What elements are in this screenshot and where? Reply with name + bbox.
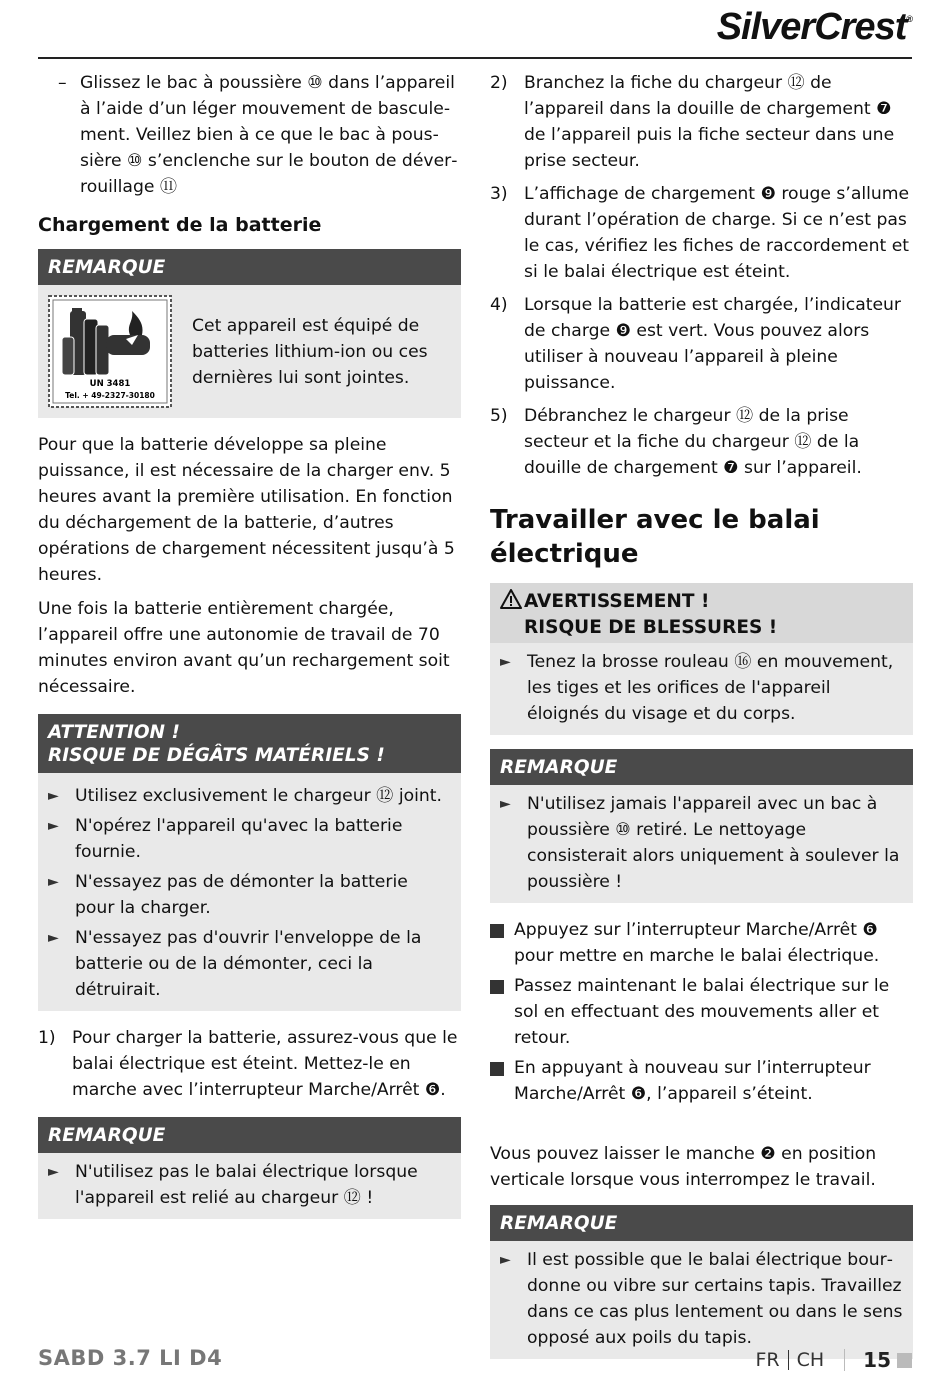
- brand-logo: SilverCrest®: [716, 6, 912, 48]
- note-box: [490, 1205, 913, 1359]
- triangle-bullet-icon: ►: [48, 788, 59, 804]
- page-info: [755, 1348, 912, 1372]
- attention-box: [38, 714, 461, 1011]
- language-ch: CH: [796, 1349, 825, 1371]
- battery-label-image: [48, 295, 172, 408]
- square-bullet-icon: [490, 917, 514, 969]
- section-title: Travailler avec le balai électrique: [490, 505, 820, 569]
- triangle-bullet-icon: ►: [500, 796, 511, 812]
- triangle-bullet-icon: ►: [48, 874, 59, 890]
- note-header: REMARQUE: [490, 749, 913, 785]
- square-bullet-icon: [490, 1055, 514, 1107]
- note-box: [490, 749, 913, 903]
- left-column: [38, 70, 461, 1233]
- triangle-bullet-icon: ►: [500, 654, 511, 670]
- svg-text:UN 3481: UN 3481: [89, 379, 131, 389]
- list-item-text: Glissez le bac à poussière ⑩ dans l’appareil à l’aide d’un léger mouvement de basculement. Veillez bien à ce que le bac à poussière ⑩ s’enclenche sur le bouton de déverrouillage ⑪: [80, 73, 458, 197]
- paragraph: Pour que la batterie développe sa pleine puissance, il est nécessaire de la charger env. 5 heures avant la première utilisation. En fonction du déchargement de la batterie, d’autres opérations de chargement nécessitent jusqu’à 5 heures.: [38, 435, 455, 585]
- triangle-bullet-icon: ►: [48, 818, 59, 834]
- warning-triangle-icon: [500, 589, 524, 641]
- list-item: ► Utilisez exclusivement le chargeur ⑫ joint.: [48, 783, 451, 809]
- note-box: [38, 249, 461, 418]
- divider: [788, 1350, 789, 1370]
- numbered-step: 4) Lorsque la batterie est chargée, l’indicateur de charge ❾ est vert. Vous pouvez alors utiliser à nouveau l’appareil à pleine puissance.: [490, 295, 901, 393]
- triangle-bullet-icon: ►: [48, 1164, 59, 1180]
- svg-text:Tel. + 49-2327-30180: Tel. + 49-2327-30180: [65, 391, 155, 400]
- list-item: ► Tenez la brosse rouleau ⑯ en mouvement, les tiges et les orifices de l'appareil éloignés du visage et du corps.: [500, 649, 903, 727]
- warning-box: [490, 583, 913, 735]
- note-box: [38, 1117, 461, 1219]
- numbered-step: 1) Pour charger la batterie, assurez-vous que le balai électrique est éteint. Mettez-le en marche avec l’interrupteur Marche/Arrêt ❻.: [38, 1028, 458, 1100]
- numbered-step: 3) L’affichage de chargement ❾ rouge s’allume durant l’opération de charge. Si ce n’est pas le cas, vérifiez les fiches de raccordement et si le balai électrique est éteint.: [490, 184, 910, 282]
- list-item: En appuyant à nouveau sur l’interrupteur Marche/Arrêt ❻, l’appareil s’éteint.: [490, 1055, 913, 1107]
- list-item: Passez maintenant le balai électrique sur le sol en effectuant des mouvements aller et retour.: [490, 973, 913, 1051]
- attention-header: ATTENTION ! RISQUE DE DÉGÂTS MATÉRIELS !: [38, 714, 461, 773]
- note-text: Cet appareil est équipé de batteries lithium-ion ou ces dernières lui sont jointes.: [192, 316, 428, 388]
- note-header: REMARQUE: [38, 1117, 461, 1153]
- list-item: Appuyez sur l’interrupteur Marche/Arrêt ❻ pour mettre en marche le balai électrique.: [490, 917, 913, 969]
- list-item: ► N'essayez pas d'ouvrir l'enveloppe de la batterie ou de la démonter, ceci la détruirait.: [48, 925, 451, 1003]
- paragraph: Une fois la batterie entièrement chargée, l’appareil offre une autonomie de travail de 70 minutes environ avant qu’un rechargement soit nécessaire.: [38, 599, 450, 697]
- triangle-bullet-icon: ►: [500, 1252, 511, 1268]
- divider: [844, 1349, 845, 1371]
- list-item: ► N'utilisez jamais l'appareil avec un bac à poussière ⑩ retiré. Le nettoyage consisterait alors uniquement à soulever la poussière !: [500, 791, 903, 895]
- paragraph: Vous pouvez laisser le manche ❷ en position verticale lorsque vous interrompez le travail.: [490, 1144, 877, 1190]
- header-rule: [38, 57, 912, 59]
- dash-marker: –: [58, 73, 67, 93]
- page-number: 15: [863, 1348, 891, 1372]
- footer: [38, 1346, 912, 1376]
- list-item: ► N'essayez pas de démonter la batterie pour la charger.: [48, 869, 451, 921]
- list-item: ► N'utilisez pas le balai électrique lorsque l'appareil est relié au chargeur ⑫ !: [48, 1159, 451, 1211]
- note-header: REMARQUE: [490, 1205, 913, 1241]
- numbered-step: 2) Branchez la fiche du chargeur ⑫ de l’appareil dans la douille de chargement ❼ de l’appareil puis la fiche secteur dans une prise secteur.: [490, 73, 895, 171]
- model-name: SABD 3.7 LI D4: [38, 1346, 223, 1370]
- list-item: [38, 70, 461, 200]
- right-column: [490, 70, 913, 1373]
- note-header: REMARQUE: [38, 249, 461, 285]
- square-bullet-icon: [490, 973, 514, 1051]
- triangle-bullet-icon: ►: [48, 930, 59, 946]
- list-item: ► Il est possible que le balai électrique bourdonne ou vibre sur certains tapis. Travaillez dans ce cas plus lentement ou dans le sens opposé aux poils du tapis.: [500, 1247, 903, 1351]
- page-square-icon: [897, 1353, 912, 1368]
- section-title: Chargement de la batterie: [38, 214, 322, 236]
- numbered-step: 5) Débranchez le chargeur ⑫ de la prise secteur et la fiche du chargeur ⑫ de la douille de chargement ❼ sur l’appareil.: [490, 406, 862, 478]
- language-fr: FR: [755, 1349, 780, 1371]
- list-item: ► N'opérez l'appareil qu'avec la batterie fournie.: [48, 813, 451, 865]
- warning-header: AVERTISSEMENT ! RISQUE DE BLESSURES !: [490, 583, 913, 643]
